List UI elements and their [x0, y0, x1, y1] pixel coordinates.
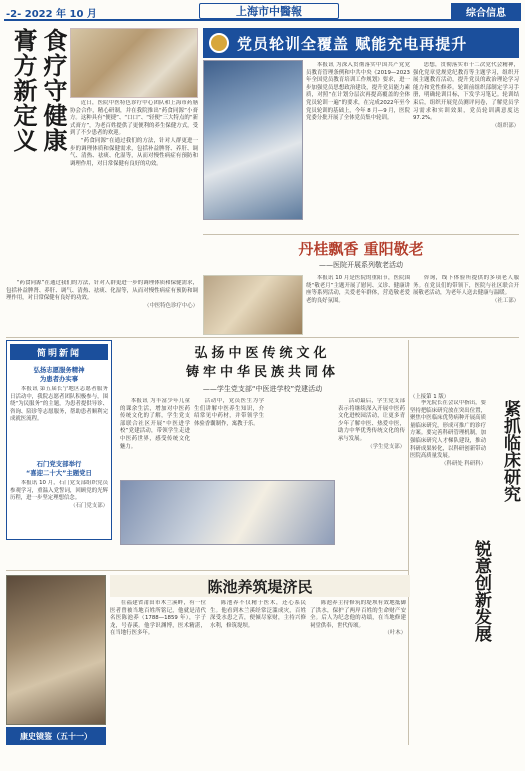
article3-para2: 咨询，线下体验所提供的多项老人服务。在党员们的带领下，医院与社区联合开展敬老活动，为老年人送去健康与温暖。 — [413, 275, 519, 297]
article2-banner — [203, 28, 519, 58]
party-emblem-icon — [209, 33, 229, 53]
section-badge: 综合信息 — [451, 3, 521, 19]
article6-para1: 季光院长在会议中指出，要坚持把临床研究放在突出位置，聚焦中医临床优势病种开展高质量临床研究，形成可推广的诊疗方案。要完善科研管理机制，加强临床研究人才梯队建设，推动科研成果转化，以科研创新带动医院高质量发展。 — [410, 400, 486, 460]
article1-body — [70, 100, 198, 278]
column-caption: 康史镜鉴（五十一） — [6, 727, 106, 745]
article5-para4: 活动最后，学生党支部表示将继续深入开展中医药文化进校园活动，让更多青少年了解中医、热爱中医，助力中华优秀传统文化的传承与发展。 — [338, 398, 405, 442]
article1-title-line1: 膏方新定义 — [9, 28, 38, 153]
masthead — [4, 3, 521, 21]
article2-title: 党员轮训全覆盖 赋能充电再提升 — [237, 34, 468, 53]
article7-col3 — [310, 600, 406, 745]
article7-title: 陈池养筑堤济民 — [110, 575, 410, 597]
article1-photo — [70, 28, 198, 98]
article2-para2: 思想，贯彻落实市十二次党代会精神，强化党章党规党纪教育等主题学习，组织开展主题教育活动，提升党员的政治理论学习能力和党性修养。轮训前组织部制定学习手册，明确轮训目标，下发学习笔记。轮训结束后，组织开展党员测评问卷，了解党员学习需求和实训效果，党员轮训满意度达 97.2%。 — [413, 62, 519, 122]
brief-news-header: 简明新闻 — [10, 344, 108, 360]
brief-news-byline: （石门党支部） — [70, 502, 108, 509]
article6-title-line1: 紧抓临床研究 — [500, 400, 520, 502]
divider — [203, 234, 519, 235]
divider — [408, 340, 409, 745]
article2-photo — [203, 60, 303, 220]
article2-col3 — [413, 62, 519, 240]
article1-para1: 近日，医院中医特色诊疗中心团队和上海市药膳协会合作，精心研制，并在我院推出“药食同源”小膏方。这种具有“便捷”、“口口”、“轻便”三大特点的“新式膏方”，为老百姓提供了更便利的养生保健方式，受到了不少患者的欢迎。 — [70, 100, 198, 137]
brief-news-para2: 本报讯 10 月，石门党支部组织党员参观学习，重温入党誓词，回顾党的光辉历程，进一步坚定理想信念。 — [10, 480, 108, 502]
article5-subtitle: ——学生党支部“中医进学校”党建活动 — [202, 385, 323, 393]
article2-para1: 本报讯 为深入贯彻落实中国共产党党员教育管理条例和中共中央《2019—2023年全国党员教育培训工作规划》要求，进一步加强党员思想政治建设，提升党员能力素质，对照“在计划分层次再提高覆盖的全体党员轮训一遍”的要求，在完成2022年至今党员轮训的基础上，今年 8 月—9 月，医院党委分批开展了全体党员集中轮训。 — [306, 62, 410, 122]
brief-news-headline2: 石门党支部举行 “喜迎二十大”主题党日 — [26, 460, 92, 477]
article1-para3: “药食同源”在通过我们的方法，针对人群更进一步的调理体质和保健需求，包括补益脾肾、养肝、调气、清热、祛痰、化湿等，从而对慢性病症有预防和调理作用，对日常保健有良好的功效。 — [6, 280, 198, 302]
article7-para1: 在福建省莆田市木兰溪畔，有一位医者曾被当地百姓所铭记，他就是清代名医陈池养（1788—1859 年），字子龙，号春溪。他学识渊博，医术精湛，在当地行医多年。 — [110, 600, 206, 637]
brief-news-body2 — [10, 480, 108, 536]
article7-col1 — [110, 600, 206, 745]
brief-news-headline1: 弘扬志愿服务精神 为患者办实事 — [33, 366, 85, 383]
article5-para1: 本报讯 为丰富少年儿童的课余生活，增加对中医药传统文化的了解，学生党支部联合社区开展“中医进学校”党建活动，带领学生走进中医药世界，感受传统文化魅力。 — [120, 398, 190, 450]
article1-title-line2: 食疗守健康 — [39, 28, 68, 153]
article3-title: 丹桂飘香 重阳敬老 — [298, 240, 424, 258]
divider — [6, 570, 408, 571]
article7-col2 — [210, 600, 306, 745]
article5-byline: （学生党支部） — [367, 443, 405, 450]
divider — [6, 337, 519, 338]
article1-body-continued — [6, 280, 198, 335]
article2-byline: （组织部） — [492, 122, 519, 129]
brief-news-para1: 本报讯 第五届长宁地区志愿者服务日活动中，我院志愿者团队积极参与，围绕“为民服务”的主题，为患者提供导诊、咨询、陪诊等志愿服务，帮助患者顺利完成就医流程。 — [10, 386, 108, 423]
brief-news-body1 — [10, 386, 108, 458]
article7-byline: （叶木） — [384, 630, 406, 637]
article7-para2: 陈池养不仅精于医术，还心系民生。他看到木兰溪经常泛滥成灾，百姓深受水患之苦，便倾尽家财，主持兴修水利，修筑堤坝。 — [210, 600, 306, 629]
article7-para3: 陈池养主持修筑的堤坝有效地抵御了洪水，保护了两岸百姓的生命财产安全。后人为纪念他的功绩，在当地修建祠堂供奉，世代传颂。 — [310, 600, 406, 629]
article1-para2: “药食同源”在通过我们的方法，针对人群更进一步的调理体质和保健需求，包括补益脾肾、养肝、调气、清热、祛痰、化湿等，从而对慢性病症有预防和调理作用，对日常保健有良好的功效。 — [70, 137, 198, 167]
article5-para2: 活动中，党员医生为学生们讲解中医养生知识，介绍常见中药材，并带领学生体验香囊制作，寓教于乐。 — [194, 398, 264, 427]
article1-byline: （中医特色诊疗中心） — [144, 302, 198, 309]
article6-title-line2: 锐意创新发展 — [471, 540, 491, 642]
paper-name: 上海市中醫報 — [199, 3, 339, 19]
article3-photo — [203, 275, 303, 335]
article7-portrait — [6, 575, 106, 725]
article6-continued-tag: （上接第 1 版） — [410, 394, 450, 400]
article3-subtitle: ——医院开展系列敬老活动 — [319, 261, 403, 269]
article2-col2 — [306, 62, 410, 240]
article5-title-line1: 弘扬中医传统文化 — [194, 346, 331, 361]
article5-title-line2: 铸牢中华民族共同体 — [185, 365, 339, 380]
article3-col1 — [306, 275, 410, 335]
page-date: -2- 2022 年 10 月 — [6, 9, 97, 20]
article6-byline: （科研处 科研科） — [441, 460, 486, 467]
article3-byline: （社工部） — [492, 297, 519, 304]
article3-para1: 本报讯 10 月是医院的重阳节，医院围绕“敬老月”主题开展了慰问、义诊、健康讲座等系列活动，关爱老年群体，营造敬老爱老的良好氛围。 — [306, 275, 410, 304]
article5-photo — [120, 480, 335, 545]
article5-title — [120, 344, 405, 384]
article3-col2 — [413, 275, 519, 335]
article5-col4 — [338, 398, 405, 548]
